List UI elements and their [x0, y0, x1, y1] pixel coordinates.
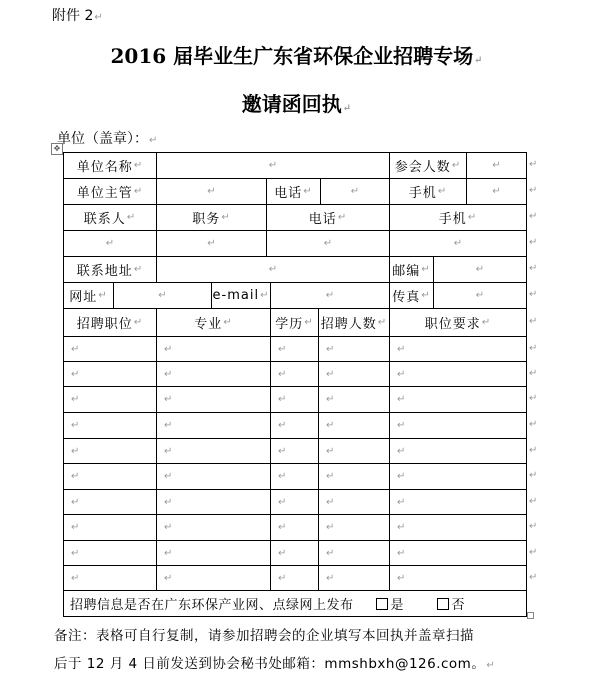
- recruit-position-title-input[interactable]: [64, 387, 162, 412]
- recruit-major-input[interactable]: [157, 490, 276, 514]
- paragraph-mark: ↵: [207, 186, 217, 197]
- row-resize-handle-icon[interactable]: [527, 612, 534, 619]
- recruit-position-title-input[interactable]: [64, 362, 162, 386]
- recruit-requirements-input[interactable]: [390, 541, 532, 565]
- paragraph-mark: ↵: [437, 186, 448, 197]
- recruit-education-input[interactable]: [271, 387, 324, 412]
- paragraph-mark: ↵: [268, 264, 279, 275]
- recruit-education-input[interactable]: [271, 541, 324, 565]
- paragraph-mark: ↵: [278, 522, 288, 533]
- paragraph-mark: ↵: [278, 547, 288, 559]
- fax-label: [390, 283, 433, 308]
- publish-question-row: [64, 591, 532, 616]
- paragraph-mark: ↵: [325, 290, 336, 301]
- paragraph-mark: ↵: [71, 522, 81, 533]
- note-line-1: 备注：表格可自行复制，请参加招聘会的企业填写本回执并盖章扫描: [54, 628, 474, 644]
- paragraph-mark: ↵: [164, 343, 174, 355]
- row-end-mark: ↵: [529, 393, 538, 404]
- paragraph-mark: ↵: [397, 572, 407, 584]
- paragraph-mark: ↵: [164, 471, 174, 482]
- recruit-position-title-input[interactable]: [64, 413, 162, 438]
- paragraph-mark: ↵: [71, 572, 81, 584]
- paragraph-mark: ↵: [397, 471, 407, 482]
- paragraph-mark: ↵: [342, 103, 352, 114]
- cell-label: 职位要求: [424, 317, 481, 332]
- paragraph-mark: ↵: [260, 290, 270, 301]
- column-header-education: [271, 309, 318, 336]
- recruit-headcount-input[interactable]: [319, 515, 395, 540]
- contact-phone-label: [267, 205, 389, 230]
- paragraph-mark: ↵: [71, 445, 81, 457]
- cell-label: 电话: [274, 186, 303, 201]
- paragraph-mark: ↵: [467, 212, 478, 223]
- page-subtitle: 邀请函回执↵: [241, 92, 352, 116]
- paragraph-mark: ↵: [71, 368, 81, 380]
- email-input[interactable]: [271, 283, 389, 308]
- cell-label: 联系人: [83, 212, 126, 227]
- row-end-mark: ↵: [529, 368, 538, 379]
- column-header-position-title: [64, 309, 156, 336]
- row-end-mark: ↵: [529, 496, 538, 507]
- cell-label: 网址: [69, 290, 98, 305]
- recruit-headcount-input[interactable]: [319, 413, 395, 438]
- paragraph-mark: ↵: [164, 420, 174, 431]
- paragraph-mark: ↵: [323, 238, 334, 249]
- paragraph-mark: ↵: [268, 160, 279, 171]
- paragraph-mark: ↵: [71, 343, 81, 355]
- unit-name-label: [64, 153, 156, 178]
- paragraph-mark: ↵: [149, 135, 158, 146]
- cell-label: 职务: [192, 212, 221, 227]
- cell-label: 邮编: [392, 264, 421, 279]
- paragraph-mark: ↵: [326, 368, 336, 380]
- paragraph-mark: ↵: [397, 343, 407, 355]
- supervisor-mobile-input[interactable]: [467, 179, 526, 204]
- row-end-mark: ↵: [529, 263, 538, 274]
- paragraph-mark: ↵: [164, 445, 174, 457]
- recruit-requirements-input[interactable]: [390, 515, 532, 540]
- row-end-mark: ↵: [529, 159, 538, 170]
- cell-label: 招聘人数: [320, 317, 377, 332]
- recruit-education-input[interactable]: [271, 362, 324, 386]
- paragraph-mark: ↵: [278, 343, 288, 355]
- paragraph-mark: ↵: [223, 317, 233, 328]
- publish-yes-label: 是: [390, 598, 405, 613]
- publish-no-option[interactable]: [437, 594, 466, 613]
- recruit-position-title-input[interactable]: [64, 439, 162, 463]
- paragraph-mark: ↵: [94, 12, 103, 23]
- paragraph-mark: ↵: [278, 471, 288, 482]
- postcode-label: [390, 257, 433, 282]
- supervisor-mobile-label: [390, 179, 466, 204]
- website-label: [64, 283, 113, 308]
- paragraph-mark: ↵: [164, 368, 174, 380]
- paragraph-mark: ↵: [492, 160, 502, 171]
- row-end-mark: ↵: [529, 316, 538, 327]
- recruit-major-input[interactable]: [157, 541, 276, 565]
- recruit-requirements-input[interactable]: [390, 490, 532, 514]
- paragraph-mark: ↵: [326, 394, 336, 405]
- paragraph-mark: ↵: [326, 547, 336, 559]
- paragraph-mark: ↵: [326, 420, 336, 431]
- cell-label: 专业: [194, 317, 223, 332]
- cell-label: 单位名称: [76, 160, 133, 175]
- cell-label: 联系地址: [76, 264, 133, 279]
- attachment-label: 附件 2↵: [52, 8, 103, 24]
- paragraph-mark: ↵: [326, 572, 336, 584]
- row-end-mark: ↵: [529, 572, 538, 583]
- paragraph-mark: ↵: [397, 496, 407, 508]
- recruit-major-input[interactable]: [157, 566, 276, 590]
- paragraph-mark: ↵: [133, 264, 144, 275]
- paragraph-mark: ↵: [71, 394, 81, 405]
- website-input[interactable]: [114, 283, 211, 308]
- recruit-education-input[interactable]: [271, 490, 324, 514]
- paragraph-mark: ↵: [164, 496, 174, 508]
- paragraph-mark: ↵: [397, 522, 407, 533]
- paragraph-mark: ↵: [326, 522, 336, 533]
- paragraph-mark: ↵: [350, 186, 361, 197]
- recruit-headcount-input[interactable]: [319, 439, 395, 463]
- cell-label: 传真: [392, 290, 421, 305]
- recruit-headcount-input[interactable]: [319, 541, 395, 565]
- paragraph-mark: ↵: [397, 445, 407, 457]
- recruit-major-input[interactable]: [157, 439, 276, 463]
- recruit-education-input[interactable]: [271, 413, 324, 438]
- contact-position-label: [157, 205, 266, 230]
- recruit-education-input[interactable]: [271, 566, 324, 590]
- recruit-education-input[interactable]: [271, 464, 324, 489]
- recruit-major-input[interactable]: [157, 387, 276, 412]
- paragraph-mark: ↵: [71, 496, 81, 508]
- recruit-education-input[interactable]: [271, 337, 324, 361]
- recruit-position-title-input[interactable]: [64, 464, 162, 489]
- paragraph-mark: ↵: [453, 238, 464, 249]
- supervisor-phone-label: [267, 179, 320, 204]
- contact-mobile-input[interactable]: [390, 231, 526, 256]
- paragraph-mark: ↵: [164, 522, 174, 533]
- paragraph-mark: ↵: [377, 317, 388, 328]
- recruit-requirements-input[interactable]: [390, 439, 532, 463]
- paragraph-mark: ↵: [98, 290, 108, 301]
- cell-label: 参会人数: [394, 160, 451, 175]
- row-end-mark: ↵: [529, 343, 538, 354]
- recruit-requirements-input[interactable]: [390, 566, 532, 590]
- paragraph-mark: ↵: [126, 212, 137, 223]
- row-end-mark: ↵: [529, 289, 538, 300]
- paragraph-mark: ↵: [278, 445, 288, 457]
- column-header-headcount: [319, 309, 389, 336]
- recruit-headcount-input[interactable]: [319, 387, 395, 412]
- paragraph-mark: ↵: [71, 471, 81, 482]
- recruit-requirements-input[interactable]: [390, 362, 532, 386]
- recruit-headcount-input[interactable]: [319, 490, 395, 514]
- supervisor-label: [64, 179, 156, 204]
- contact-person-input[interactable]: [64, 231, 156, 256]
- paragraph-mark: ↵: [278, 496, 288, 508]
- cell-label: 单位主管: [76, 186, 133, 201]
- cell-label: 手机: [408, 186, 437, 201]
- paragraph-mark: ↵: [492, 186, 502, 197]
- cell-label: 学历: [275, 317, 304, 332]
- row-end-mark: ↵: [529, 547, 538, 558]
- page-title: 2016 届毕业生广东省环保企业招聘专场↵: [110, 44, 483, 68]
- recruit-position-title-input[interactable]: [64, 337, 162, 361]
- recruit-education-input[interactable]: [271, 439, 324, 463]
- paragraph-mark: ↵: [326, 445, 336, 457]
- cell-label: 招聘职位: [76, 317, 133, 332]
- participants-label: [390, 153, 466, 178]
- paragraph-mark: ↵: [278, 420, 288, 431]
- row-end-mark: ↵: [529, 237, 538, 248]
- participants-input[interactable]: [467, 153, 526, 178]
- recruit-position-title-input[interactable]: [64, 490, 162, 514]
- paragraph-mark: ↵: [158, 290, 168, 301]
- email-label: [212, 283, 270, 308]
- paragraph-mark: ↵: [303, 186, 313, 197]
- recruit-requirements-input[interactable]: [390, 413, 532, 438]
- table-border: [63, 616, 527, 617]
- paragraph-mark: ↵: [397, 394, 407, 405]
- paragraph-mark: ↵: [221, 212, 231, 223]
- paragraph-mark: ↵: [421, 264, 431, 275]
- table-move-handle-icon[interactable]: ✥: [51, 143, 63, 155]
- paragraph-mark: ↵: [278, 394, 288, 405]
- recruit-requirements-input[interactable]: [390, 387, 532, 412]
- paragraph-mark: ↵: [133, 186, 144, 197]
- row-end-mark: ↵: [529, 211, 538, 222]
- paragraph-mark: ↵: [71, 420, 81, 431]
- postcode-input[interactable]: [434, 257, 526, 282]
- paragraph-mark: ↵: [326, 496, 336, 508]
- recruit-headcount-input[interactable]: [319, 337, 395, 361]
- recruit-position-title-input[interactable]: [64, 541, 162, 565]
- paragraph-mark: ↵: [475, 290, 486, 301]
- recruit-major-input[interactable]: [157, 515, 276, 540]
- paragraph-mark: ↵: [207, 238, 217, 249]
- contact-person-label: [64, 205, 156, 230]
- publish-no-checkbox[interactable]: [437, 598, 449, 610]
- paragraph-mark: ↵: [304, 317, 314, 328]
- row-end-mark: ↵: [529, 185, 538, 196]
- row-end-mark: ↵: [529, 445, 538, 456]
- publish-yes-checkbox[interactable]: [376, 598, 388, 610]
- address-label: [64, 257, 156, 282]
- paragraph-mark: ↵: [474, 55, 483, 66]
- recruit-major-input[interactable]: [157, 362, 276, 386]
- paragraph-mark: ↵: [278, 572, 288, 584]
- recruit-position-title-input[interactable]: [64, 515, 162, 540]
- paragraph-mark: ↵: [133, 160, 144, 171]
- row-end-mark: ↵: [529, 470, 538, 481]
- recruit-headcount-input[interactable]: [319, 362, 395, 386]
- recruit-education-input[interactable]: [271, 515, 324, 540]
- cell-label: 手机: [438, 212, 467, 227]
- paragraph-mark: ↵: [451, 160, 462, 171]
- paragraph-mark: ↵: [326, 471, 336, 482]
- row-end-mark: ↵: [529, 521, 538, 532]
- cell-label: 电话: [308, 212, 337, 227]
- paragraph-mark: ↵: [164, 394, 174, 405]
- address-input[interactable]: [157, 257, 389, 282]
- supervisor-phone-input[interactable]: [321, 179, 389, 204]
- recruit-requirements-input[interactable]: [390, 337, 532, 361]
- contact-phone-input[interactable]: [267, 231, 389, 256]
- row-end-mark: ↵: [529, 419, 538, 430]
- paragraph-mark: ↵: [71, 547, 81, 559]
- recruit-major-input[interactable]: [157, 413, 276, 438]
- supervisor-input[interactable]: [157, 179, 266, 204]
- paragraph-mark: ↵: [397, 547, 407, 559]
- cell-label: e-mail: [212, 288, 260, 303]
- column-header-major: [157, 309, 270, 336]
- fax-input[interactable]: [434, 283, 526, 308]
- paragraph-mark: ↵: [133, 317, 144, 328]
- paragraph-mark: ↵: [486, 660, 496, 671]
- contact-mobile-label: [390, 205, 526, 230]
- recruit-headcount-input[interactable]: [319, 464, 395, 489]
- recruit-headcount-input[interactable]: [319, 566, 395, 590]
- paragraph-mark: ↵: [105, 238, 116, 249]
- column-header-requirements: [390, 309, 526, 336]
- recruit-requirements-input[interactable]: [390, 464, 532, 489]
- paragraph-mark: ↵: [164, 547, 174, 559]
- paragraph-mark: ↵: [481, 317, 492, 328]
- paragraph-mark: ↵: [397, 368, 407, 380]
- recruit-major-input[interactable]: [157, 337, 276, 361]
- unit-seal-label: 单位（盖章）：↵: [57, 131, 158, 147]
- paragraph-mark: ↵: [397, 420, 407, 431]
- paragraph-mark: ↵: [164, 572, 174, 584]
- recruit-major-input[interactable]: [157, 464, 276, 489]
- paragraph-mark: ↵: [278, 368, 288, 380]
- recruit-position-title-input[interactable]: [64, 566, 162, 590]
- paragraph-mark: ↵: [337, 212, 348, 223]
- paragraph-mark: ↵: [475, 264, 486, 275]
- publish-question-label: 招聘信息是否在广东环保产业网、点绿网上发布: [70, 598, 354, 613]
- publish-yes-option[interactable]: [376, 594, 405, 613]
- unit-name-input[interactable]: [157, 153, 389, 178]
- contact-position-input[interactable]: [157, 231, 266, 256]
- note-line-2: 后于 12 月 4 日前发送到协会秘书处邮箱：mmshbxh@126.com。↵: [54, 656, 496, 672]
- paragraph-mark: ↵: [421, 290, 431, 301]
- publish-no-label: 否: [451, 598, 466, 613]
- paragraph-mark: ↵: [326, 343, 336, 355]
